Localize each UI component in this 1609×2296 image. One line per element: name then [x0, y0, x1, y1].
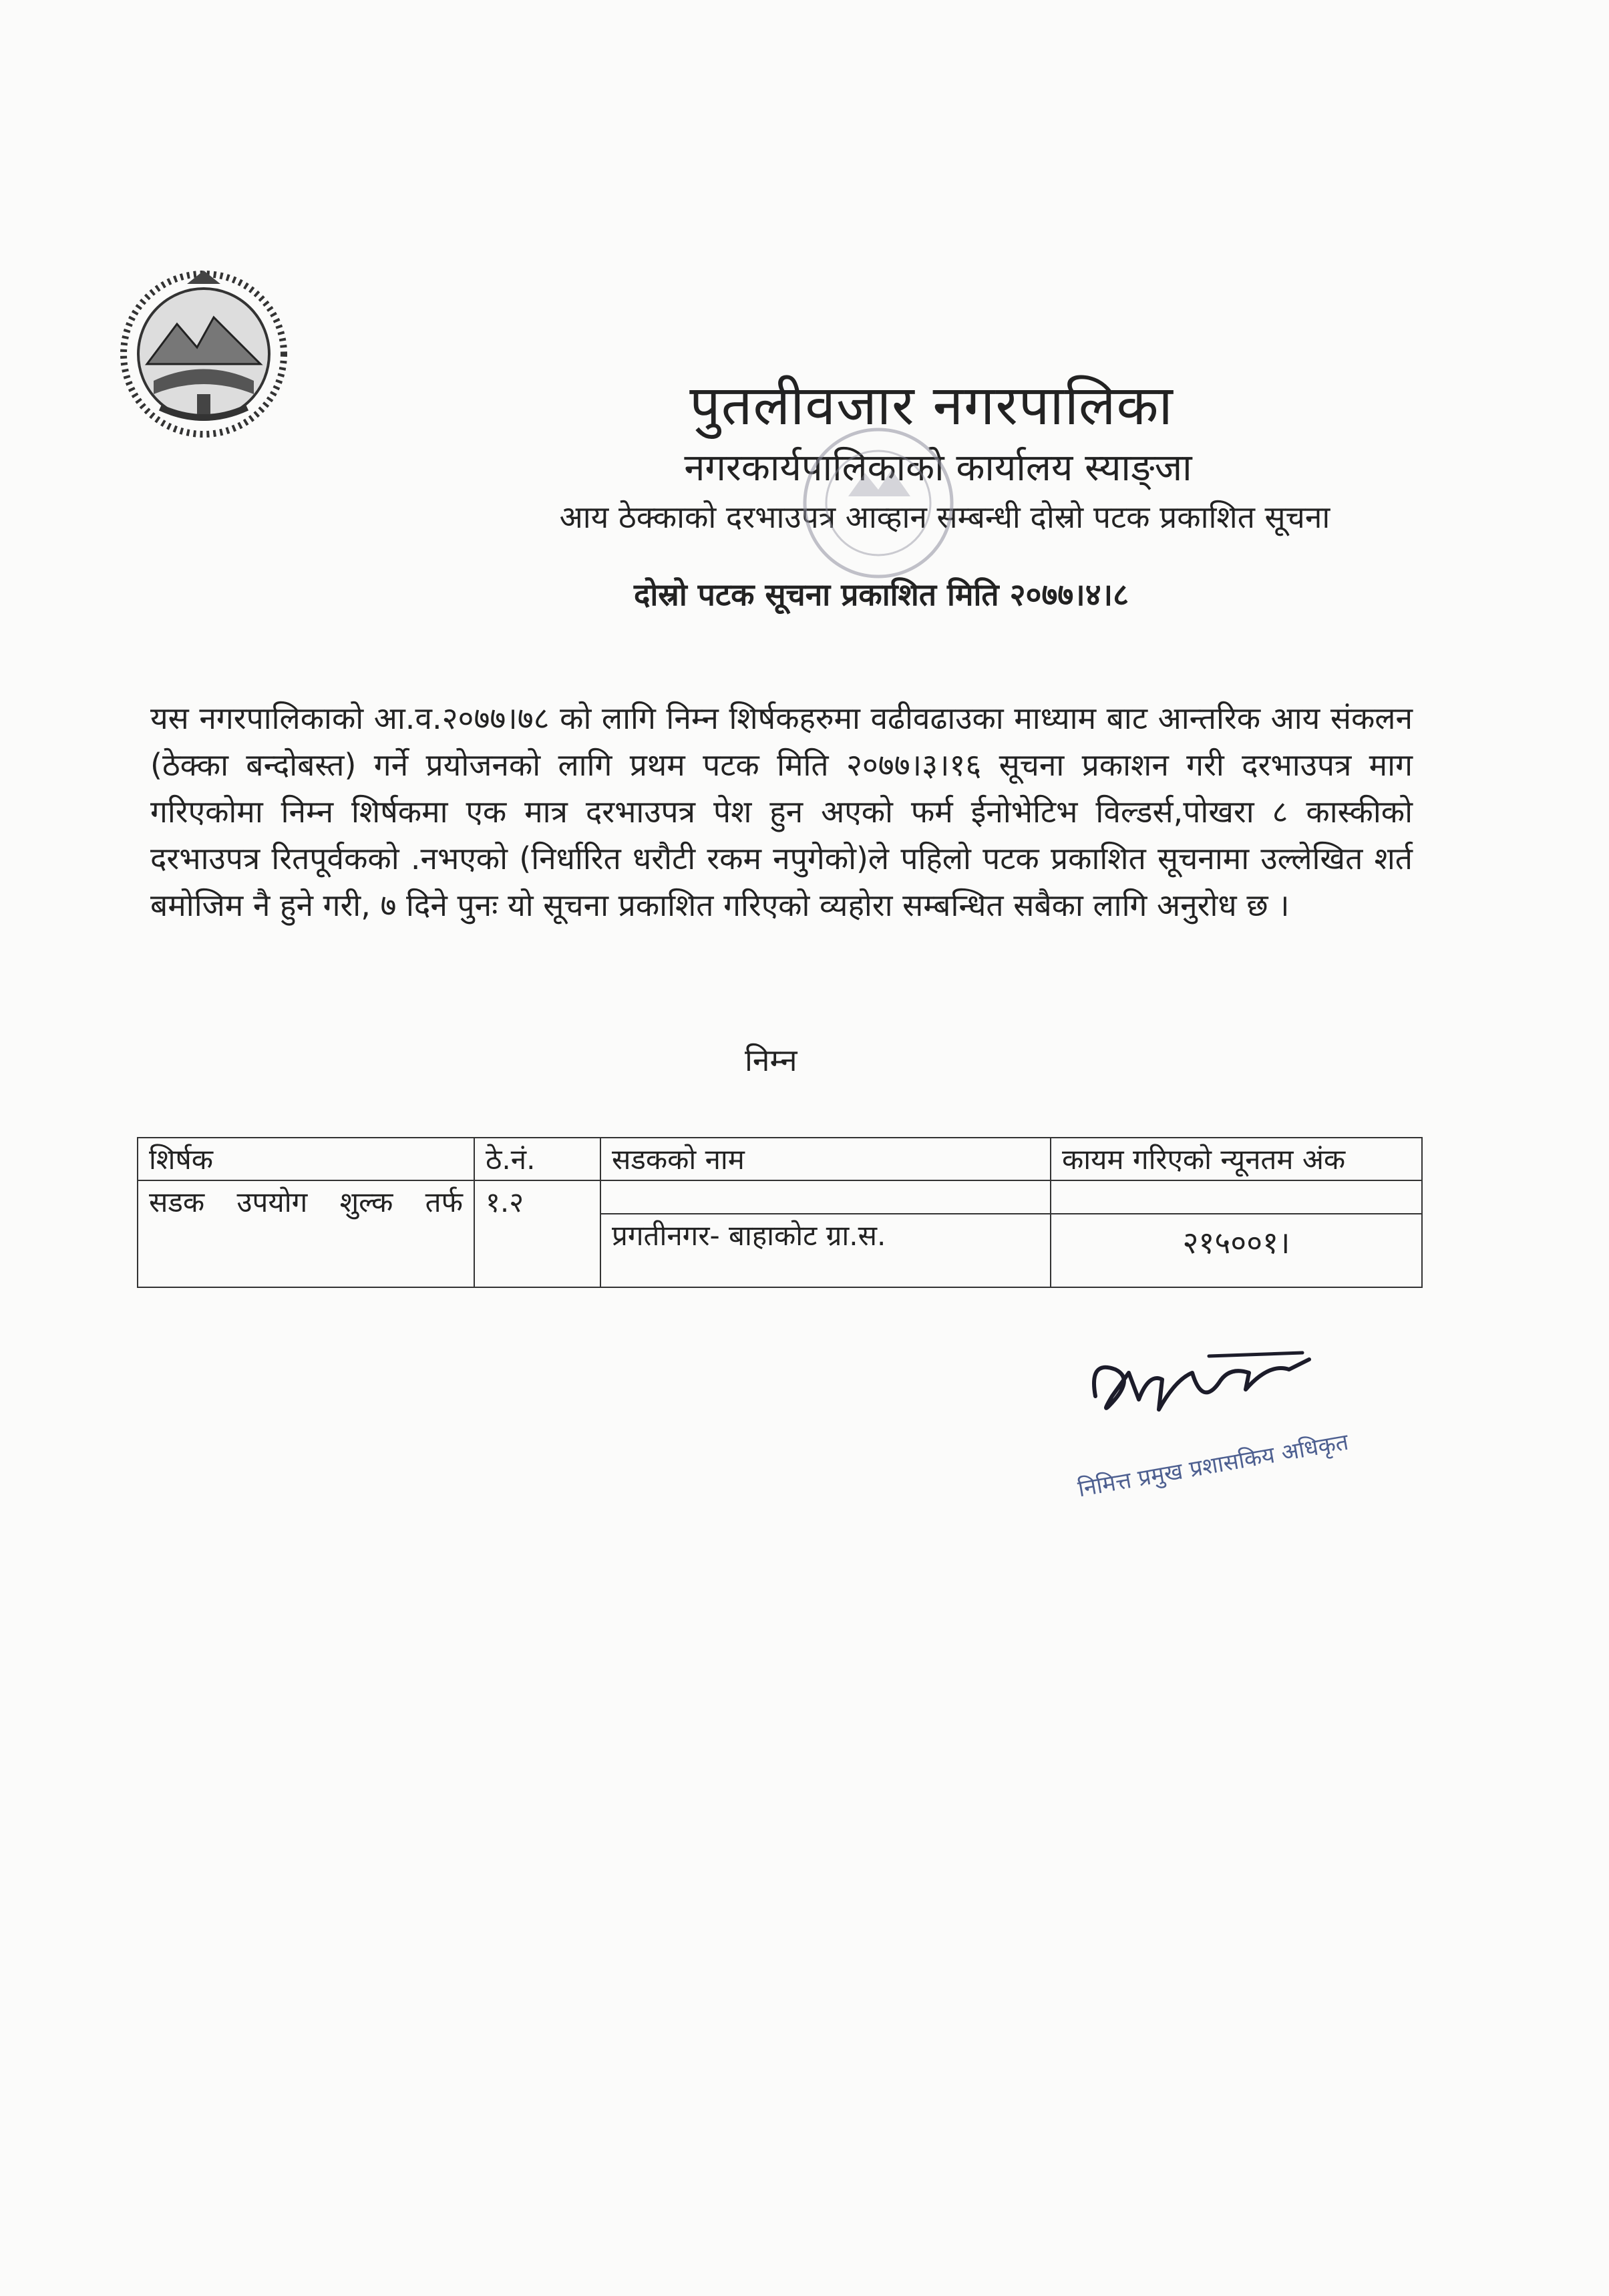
cell-empty: [1051, 1180, 1422, 1214]
header-min-amount: कायम गरिएको न्यूनतम अंक: [1051, 1138, 1422, 1180]
publish-date: दोस्रो पटक सूचना प्रकाशित मिति २०७७।४।८: [633, 577, 1129, 613]
office-name: नगरकार्यपालिकाको कार्यालय स्याङ्जा: [684, 446, 1192, 490]
cell-empty: [600, 1180, 1051, 1214]
cell-road-name: प्रगतीनगर- बाहाकोट ग्रा.स.: [600, 1214, 1051, 1287]
table-header-row: [138, 1138, 1422, 1180]
cell-heading: सडक उपयोग शुल्क तर्फ: [138, 1180, 474, 1287]
min-amount-value: २१५००१।: [1182, 1224, 1290, 1261]
officer-signature: [1075, 1333, 1329, 1440]
header-heading: शिर्षक: [138, 1138, 474, 1180]
header-road-name: सडकको नाम: [600, 1138, 1051, 1180]
office-seal-stamp: [791, 420, 965, 587]
notice-body: यस नगरपालिकाको आ.व.२०७७।७८ को लागि निम्न शिर्षकहरुमा वढीवढाउका माध्याम बाट आन्तरिक आय संकलन (ठेक्का बन्दोबस्त) गर्ने प्रयोजनको लागि प्रथम पटक मिति २०७७।३।१६ सूचना प्रकाशन गरी दरभाउपत्र माग गरिएकोमा निम्न शिर्षकमा एक मात्र दरभाउपत्र पेश हुन अएको फर्म ईनोभेटिभ विल्डर्स,पोखरा ८ कास्कीको दरभाउपत्र रितपूर्वकको .नभएको (निर्धारित धरौटी रकम नपुगेको)ले पहिलो पटक प्रकाशित सूचनामा उल्लेखित शर्त बमोजिम नै हुने गरी, ७ दिने पुनः यो सूचना प्रकाशित गरिएको व्यहोरा सम्बन्धित सबैका लागि अनुरोध छ ।: [150, 700, 1413, 923]
minimum-rate-table: [137, 1137, 1423, 1288]
cell-contract-no: १.२: [474, 1180, 600, 1287]
cell-min-amount: [1051, 1214, 1422, 1287]
table-row: [138, 1180, 1422, 1214]
municipality-name: पुतलीवजार नगरपालिका: [689, 374, 1174, 438]
following-label: निम्न: [745, 1042, 797, 1078]
officer-title-stamp: निमित्त प्रमुख प्रशासकिय अधिकृत: [1075, 1428, 1351, 1503]
header-contract-no: ठे.नं.: [474, 1138, 600, 1180]
notice-title: आय ठेक्काको दरभाउपत्र आव्हान सम्बन्धी दोस्रो पटक प्रकाशित सूचना: [559, 499, 1330, 535]
